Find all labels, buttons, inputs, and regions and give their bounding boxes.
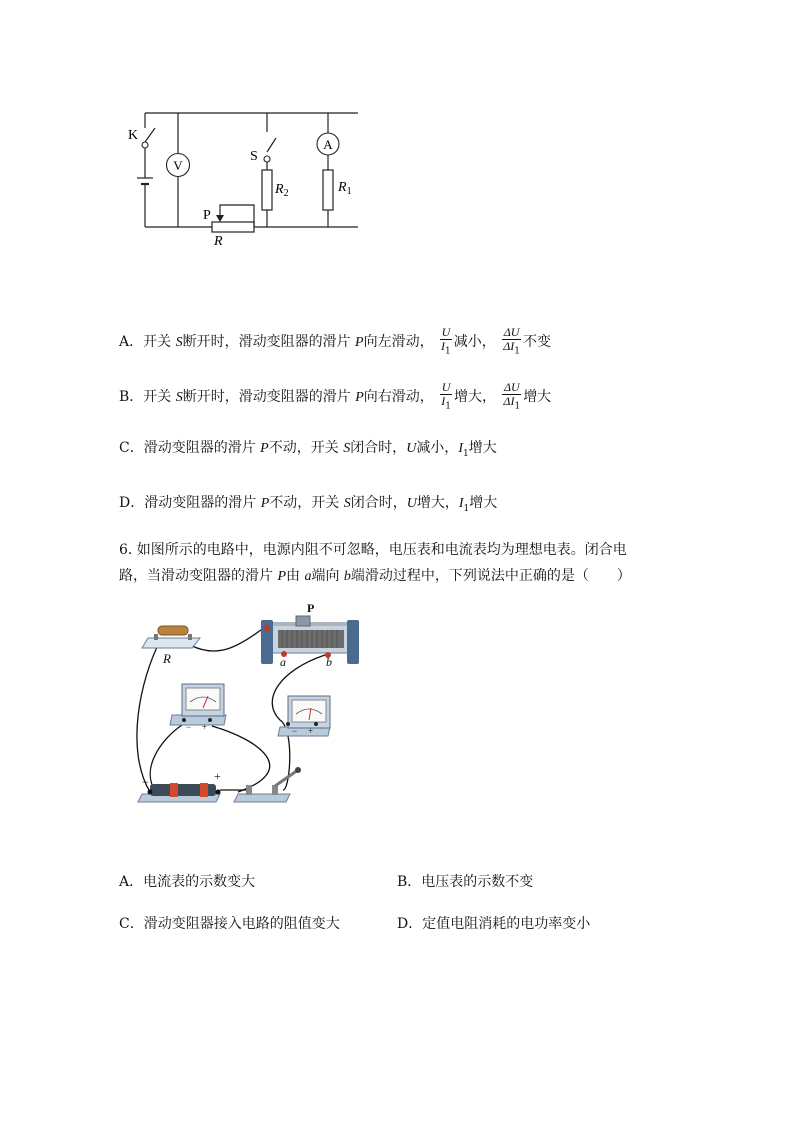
label-voltmeter: V [173,158,183,173]
ammeter [278,696,330,736]
meter2-minus: − [292,726,298,736]
label-r2: $R_2$ [275,182,289,199]
q5-option-b[interactable]: B．开关 S断开时，滑动变阻器的滑片 P向右滑动， $\frac{U}{I_1}$ 增大， $\frac{\Delta U}{\Delta I_1}$ 增大 [119,380,552,412]
battery-minus: − [142,775,149,789]
label-s: S [250,149,258,164]
fraction-du-over-di1: $\frac{\Delta U}{\Delta I_1}$ [503,325,521,357]
label-b: b [326,655,332,669]
question-6-text: 6. 如图所示的电路中，电源内阻不可忽略，电压表和电流表均为理想电表。闭合电 路，当滑动变阻器的滑片 P由 a端向 b端滑动过程中，下列说法中正确的是（ ） [119,542,631,584]
fraction-du-over-di1: $\frac{\Delta U}{\Delta I_1}$ [503,380,521,412]
label-ammeter: A [323,137,333,152]
label-r: R [163,651,171,666]
q5-option-c[interactable]: C．滑动变阻器的滑片 P不动，开关 S闭合时，U减小，$I_1$增大 [119,440,497,459]
sliding-rheostat [261,616,359,664]
fraction-u-over-i1: $\frac{U}{I_1}$ [441,325,451,357]
circuit-diagram [120,100,370,260]
circuit-photo-illustration [120,600,370,810]
fraction-u-over-i1: $\frac{U}{I_1}$ [441,380,451,412]
meter2-plus: + [308,726,314,736]
label-r: R [214,234,223,249]
battery-plus: + [214,769,221,783]
q5-option-d[interactable]: D．滑动变阻器的滑片 P不动，开关 S闭合时，U增大，$I_1$增大 [119,495,498,514]
meter1-plus: + [202,722,208,732]
battery-holder [138,783,221,802]
q6-option-d[interactable]: D．定值电阻消耗的电功率变小 [397,916,591,932]
label-r1: $R_1$ [338,180,352,197]
q5-option-a[interactable]: A．开关 S断开时，滑动变阻器的滑片 P向左滑动， $\frac{U}{I_1}$ 减小， $\frac{\Delta U}{\Delta I_1}$ 不变 [119,325,552,357]
label-a: a [280,655,286,669]
label-k: K [128,128,139,143]
q6-option-a[interactable]: A．电流表的示数变大 [119,874,256,890]
label-p: P [307,601,315,615]
voltmeter [170,684,226,725]
meter1-minus: − [186,722,192,732]
q6-option-b[interactable]: B．电压表的示数不变 [397,874,534,890]
label-p: P [203,208,211,223]
q6-option-c[interactable]: C．滑动变阻器接入电路的阻值变大 [119,916,340,932]
